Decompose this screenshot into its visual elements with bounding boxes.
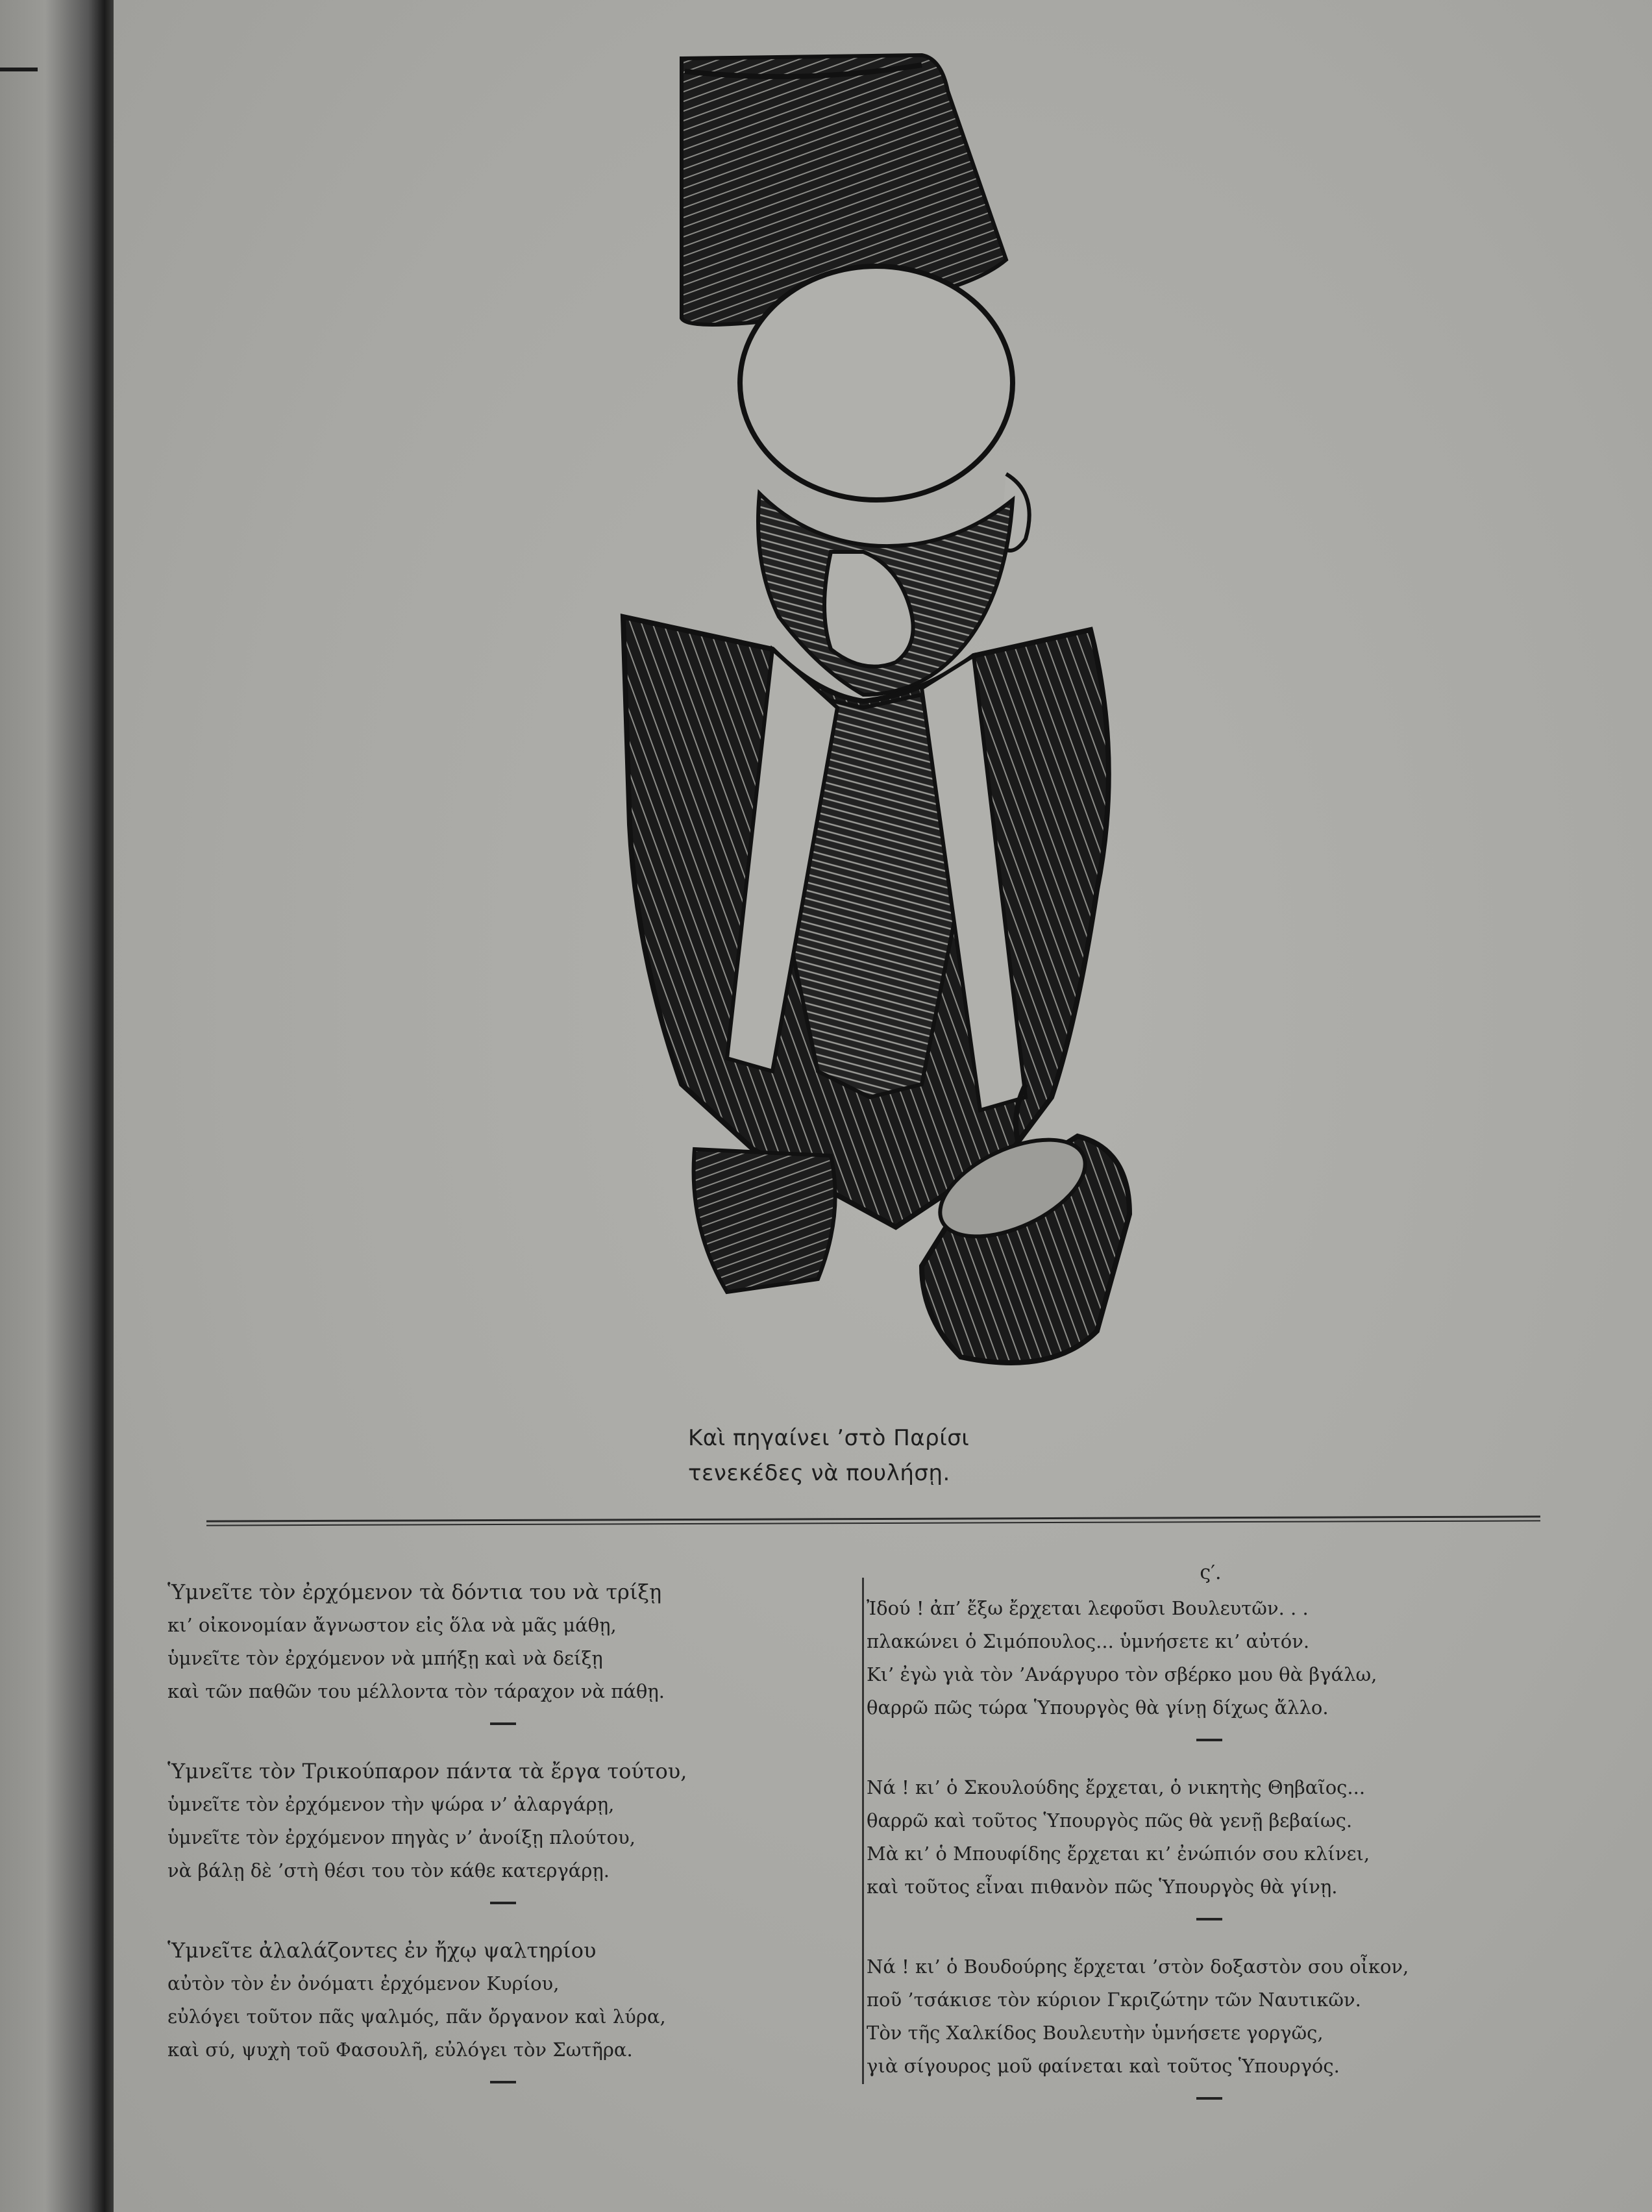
verse-line: ὑμνεῖτε τὸν ἐρχόμενον τὴν ψώρα ν’ ἀλαργάρῃ, (167, 1793, 615, 1815)
verse-line: Κι’ ἐγὼ γιὰ τὸν ’Ανάργυρο τὸν σβέρκο μου θὰ βγάλω, (867, 1663, 1377, 1685)
caption-line-2: τενεκέδες νὰ πουλήσῃ. (688, 1460, 950, 1486)
verse-line: ὑμνεῖτε τὸν ἐρχόμενον νὰ μπήξῃ καὶ νὰ δείξῃ (167, 1647, 603, 1669)
stanza (167, 1755, 849, 1887)
verse-line: ποῦ ’τσάκισε τὸν κύριον Γκριζώτην τῶν Ναυτικῶν. (867, 1989, 1361, 2011)
verse-line: πλακώνει ὁ Σιμόπουλος... ὑμνήσετε κι’ αὐτόν. (867, 1630, 1310, 1652)
verse-line: καὶ σύ, ψυχὴ τοῦ Φασουλῆ, εὐλόγει τὸν Σωτῆρα. (167, 2039, 633, 2061)
verse-line: Ὑμνεῖτε τὸν ἐρχόμενον τὰ δόντια του νὰ τρίξῃ (167, 1580, 662, 1604)
verse-line: καὶ τῶν παθῶν του μέλλοντα τὸν τάραχον νὰ πάθῃ. (167, 1680, 665, 1702)
verse-line: Ἰδού ! ἀπ’ ἔξω ἔρχεται λεφοῦσι Βουλευτῶν. . . (867, 1597, 1309, 1619)
verse-line: Ὑμνεῖτε τὸν Τρικούπαρον πάντα τὰ ἔργα τούτου, (167, 1759, 687, 1783)
stanza-dash (490, 1902, 516, 1904)
stanza-dash (490, 2081, 516, 2083)
caption-line-1: Καὶ πηγαίνει ’στὸ Παρίσι (688, 1425, 970, 1451)
verse-line: Ὑμνεῖτε ἀλαλάζοντες ἐν ἤχῳ ψαλτηρίου (167, 1938, 597, 1963)
stanza-dash (1196, 2097, 1222, 2100)
verse-line: θαρρῶ καὶ τοῦτος Ὑπουργὸς πῶς θὰ γενῇ βεβαίως. (867, 1809, 1353, 1832)
stanza-dash (490, 1722, 516, 1725)
verse-line: ὑμνεῖτε τὸν ἐρχόμενον πηγὰς ν’ ἀνοίξῃ πλούτου, (167, 1826, 635, 1848)
section-number: ς′. (1200, 1561, 1222, 1584)
verse-line: Μὰ κι’ ὁ Μπουφίδης ἔρχεται κι’ ἐνώπιόν σου κλίνει, (867, 1843, 1370, 1865)
verse-line: καὶ τοῦτος εἶναι πιθανὸν πῶς Ὑπουργὸς θὰ γίνῃ. (867, 1876, 1338, 1898)
stanza (867, 1950, 1516, 2083)
stanza-dash (1196, 1918, 1222, 1920)
stanza-dash (1196, 1739, 1222, 1741)
right-column (867, 1558, 1516, 2130)
book-gutter (0, 0, 114, 2212)
illustration-caption (688, 1421, 1142, 1491)
verse-line: Νά ! κι’ ὁ Σκουλούδης ἔρχεται, ὁ νικητὴς Θηβαῖος... (867, 1776, 1366, 1798)
stanza (167, 1934, 849, 2067)
stanza (867, 1592, 1516, 1724)
verse-line: γιὰ σίγουρος μοῦ φαίνεται καὶ τοῦτος Ὑπουργός. (867, 2055, 1340, 2077)
left-column (167, 1576, 849, 2113)
verse-line: θαρρῶ πῶς τώρα Ὑπουργὸς θὰ γίνῃ δίχως ἄλλο. (867, 1696, 1329, 1719)
verse-line: Νά ! κι’ ὁ Βουδούρης ἔρχεται ’στὸν δοξαστὸν σου οἶκον, (867, 1956, 1409, 1978)
head (740, 266, 1013, 500)
stanza (167, 1576, 849, 1708)
verse-line: εὐλόγει τοῦτον πᾶς ψαλμός, πᾶν ὄργανον καὶ λύρα, (167, 2006, 666, 2028)
verse-line: νὰ βάλῃ δὲ ’στὴ θέσι του τὸν κάθε κατεργάρῃ. (167, 1859, 610, 1882)
verse-line: αὐτὸν τὸν ἐν ὀνόματι ἐρχόμενον Κυρίου, (167, 1972, 560, 1995)
verse-line: κι’ οἰκονομίαν ἄγνωστον εἰς ὅλα νὰ μᾶς μάθῃ, (167, 1614, 617, 1636)
verse-line: Τὸν τῆς Χαλκίδος Βουλευτὴν ὑμνήσετε γοργῶς, (867, 2022, 1324, 2044)
gutter-mark (0, 68, 38, 71)
column-divider (862, 1578, 864, 2084)
caricature-illustration (558, 45, 1240, 1396)
stanza (867, 1771, 1516, 1904)
left-cuff (694, 1149, 835, 1292)
